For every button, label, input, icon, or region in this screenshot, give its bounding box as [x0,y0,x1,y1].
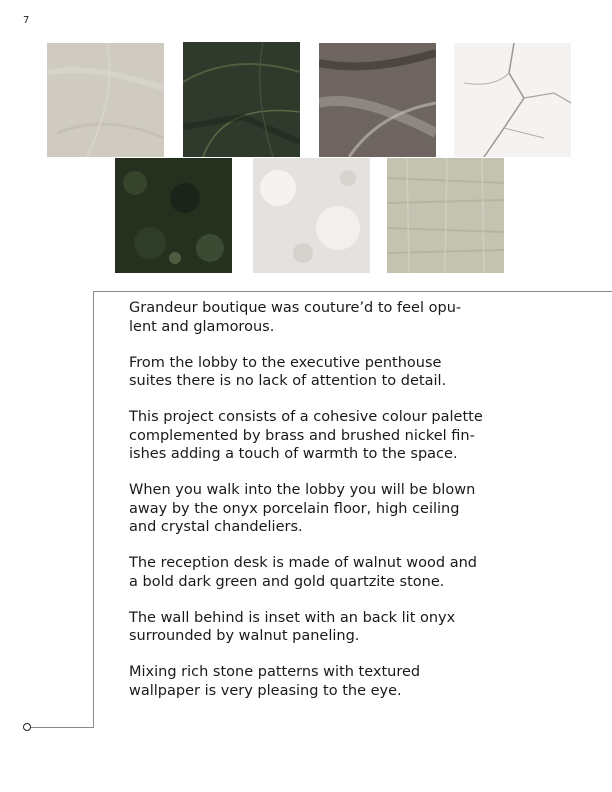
paragraph-line: ishes adding a touch of warmth to the space. [129,446,458,462]
paragraph-6 [129,609,559,646]
paragraph-4 [129,481,559,537]
paragraph-line: away by the onyx porcelain floor, high ceiling [129,500,460,517]
paragraph-line: This project consists of a cohesive colour palette [129,409,483,425]
paragraph-line: Grandeur boutique was couture’d to feel opu- [129,300,462,316]
swatch-green-granite [115,158,232,273]
paragraph-line: Mixing rich stone patterns with textured [129,664,421,680]
swatch-beige-travertine [387,158,504,273]
paragraph-line: From the lobby to the executive penthouse [129,354,442,371]
swatch-white-calacatta-marble [454,43,571,157]
paragraph-1 [129,299,559,336]
swatch-dark-green-marble [183,42,300,157]
paragraph-line: wallpaper is very pleasing to the eye. [129,682,402,699]
swatch-white-quartzite [253,158,370,273]
paragraph-line: suites there is no lack of attention to detail. [129,373,447,389]
paragraph-3 [129,408,559,464]
frame-top-rule [93,291,612,292]
swatch-grey-brown-marble [319,43,436,157]
frame-left-rule [93,291,94,728]
page-number: 7 [23,15,30,26]
swatch-cream-marble [47,43,164,157]
paragraph-line: complemented by brass and brushed nickel fin- [129,427,475,444]
paragraph-line: lent and glamorous. [129,318,275,335]
paragraph-7 [129,663,559,700]
paragraph-line: and crystal chandeliers. [129,519,303,535]
paragraph-5 [129,554,559,591]
paragraph-line: The wall behind is inset with an back lit onyx [129,609,456,626]
frame-end-dot [23,723,31,731]
paragraph-2 [129,354,559,391]
paragraph-line: a bold dark green and gold quartzite stone. [129,573,445,590]
paragraph-line: The reception desk is made of walnut wood and [129,555,477,571]
frame-bottom-rule [31,727,94,728]
paragraph-line: surrounded by walnut paneling. [129,628,360,644]
paragraph-line: When you walk into the lobby you will be blown [129,482,476,498]
body-text [129,299,559,718]
